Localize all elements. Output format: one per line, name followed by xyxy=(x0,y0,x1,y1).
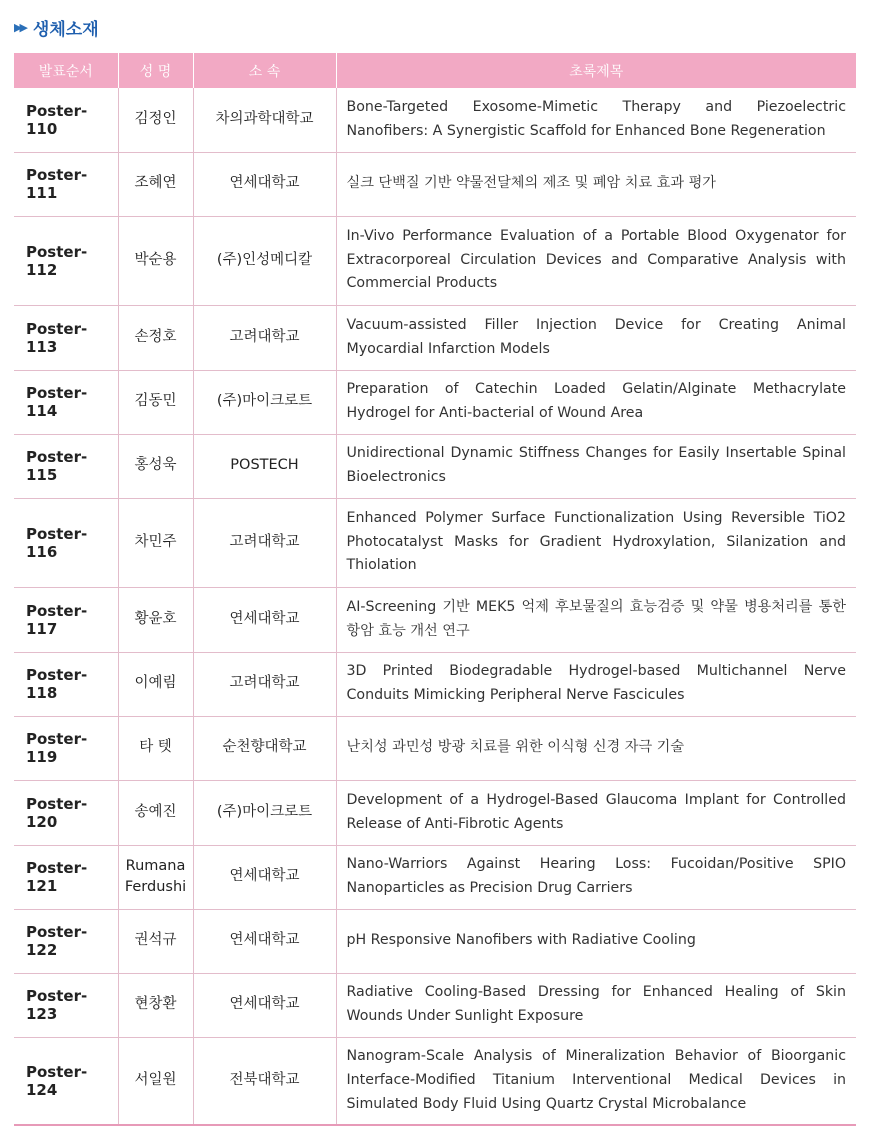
presenter-name: 현창환 xyxy=(118,973,193,1037)
table-row xyxy=(14,845,856,909)
abstract-title: Vacuum-assisted Filler Injection Device for Creating Animal Myocardial Infarction Models xyxy=(336,305,856,370)
abstract-title: Nano-Warriors Against Hearing Loss: Fucoidan/Positive SPIO Nanoparticles as Precision Drug Carriers xyxy=(336,845,856,909)
table-row xyxy=(14,780,856,845)
abstract-title: 실크 단백질 기반 약물전달체의 제조 및 폐암 치료 효과 평가 xyxy=(336,152,856,216)
abstract-title: Preparation of Catechin Loaded Gelatin/Alginate Methacrylate Hydrogel for Anti-bacterial of Wound Area xyxy=(336,370,856,434)
table-row xyxy=(14,434,856,498)
presenter-name: 이예림 xyxy=(118,652,193,716)
presenter-name: Rumana Ferdushi xyxy=(118,845,193,909)
affiliation: (주)마이크로트 xyxy=(193,780,336,845)
abstract-title: Nanogram-Scale Analysis of Mineralization Behavior of Bioorganic Interface-Modified Titanium Interventional Medical Devices in Simulated Body Fluid Using Quartz Crystal Microbalance xyxy=(336,1037,856,1125)
section-title: 생체소재 xyxy=(32,19,99,40)
affiliation: POSTECH xyxy=(193,434,336,498)
section-header xyxy=(14,14,99,40)
poster-number: Poster-117 xyxy=(14,587,118,652)
affiliation: 고려대학교 xyxy=(193,498,336,587)
poster-number: Poster-119 xyxy=(14,716,118,780)
presenter-name: 서일원 xyxy=(118,1037,193,1125)
poster-number: Poster-113 xyxy=(14,305,118,370)
abstract-title: 난치성 과민성 방광 치료를 위한 이식형 신경 자극 기술 xyxy=(336,716,856,780)
affiliation: 고려대학교 xyxy=(193,652,336,716)
affiliation: 연세대학교 xyxy=(193,152,336,216)
header-title: 초록제목 xyxy=(336,53,856,88)
affiliation: (주)인성메디칼 xyxy=(193,216,336,305)
affiliation: 고려대학교 xyxy=(193,305,336,370)
affiliation: 연세대학교 xyxy=(193,845,336,909)
poster-number: Poster-118 xyxy=(14,652,118,716)
abstract-title: AI-Screening 기반 MEK5 억제 후보물질의 효능검증 및 약물 병용처리를 통한 항암 효능 개선 연구 xyxy=(336,587,856,652)
presenter-name: 차민주 xyxy=(118,498,193,587)
poster-number: Poster-110 xyxy=(14,88,118,152)
presenter-name: 김동민 xyxy=(118,370,193,434)
table-row xyxy=(14,88,856,152)
abstract-title: pH Responsive Nanofibers with Radiative Cooling xyxy=(336,909,856,973)
poster-number: Poster-116 xyxy=(14,498,118,587)
table-row xyxy=(14,652,856,716)
poster-number: Poster-123 xyxy=(14,973,118,1037)
abstract-title: Unidirectional Dynamic Stiffness Changes for Easily Insertable Spinal Bioelectronics xyxy=(336,434,856,498)
presenter-name: 송예진 xyxy=(118,780,193,845)
abstract-title: Enhanced Polymer Surface Functionalization Using Reversible TiO2 Photocatalyst Masks for Gradient Hydroxylation, Silanization and Thiolation xyxy=(336,498,856,587)
poster-number: Poster-120 xyxy=(14,780,118,845)
presenter-name: 타 텟 xyxy=(118,716,193,780)
affiliation: 연세대학교 xyxy=(193,909,336,973)
presenter-name: 홍성욱 xyxy=(118,434,193,498)
table-row xyxy=(14,305,856,370)
table-row xyxy=(14,498,856,587)
poster-number: Poster-111 xyxy=(14,152,118,216)
header-number: 발표순서 xyxy=(14,53,118,88)
affiliation: (주)마이크로트 xyxy=(193,370,336,434)
header-name: 성 명 xyxy=(118,53,193,88)
table-row xyxy=(14,587,856,652)
presenter-name: 박순용 xyxy=(118,216,193,305)
abstract-title: Development of a Hydrogel-Based Glaucoma Implant for Controlled Release of Anti-Fibrotic Agents xyxy=(336,780,856,845)
affiliation: 전북대학교 xyxy=(193,1037,336,1125)
poster-schedule-table xyxy=(14,53,856,1126)
poster-number: Poster-112 xyxy=(14,216,118,305)
table-row xyxy=(14,716,856,780)
poster-number: Poster-115 xyxy=(14,434,118,498)
affiliation: 연세대학교 xyxy=(193,587,336,652)
table-row xyxy=(14,152,856,216)
header-affiliation: 소 속 xyxy=(193,53,336,88)
abstract-title: Bone-Targeted Exosome-Mimetic Therapy and Piezoelectric Nanofibers: A Synergistic Scaffold for Enhanced Bone Regeneration xyxy=(336,88,856,152)
poster-number: Poster-114 xyxy=(14,370,118,434)
double-arrow-icon: ▶▶ xyxy=(14,20,25,34)
presenter-name: 김정인 xyxy=(118,88,193,152)
affiliation: 차의과학대학교 xyxy=(193,88,336,152)
presenter-name: 권석규 xyxy=(118,909,193,973)
table-row xyxy=(14,216,856,305)
affiliation: 연세대학교 xyxy=(193,973,336,1037)
table-header-row xyxy=(14,53,856,88)
abstract-title: In-Vivo Performance Evaluation of a Portable Blood Oxygenator for Extracorporeal Circulation Devices and Comparative Analysis with Commercial Products xyxy=(336,216,856,305)
poster-number: Poster-124 xyxy=(14,1037,118,1125)
affiliation: 순천향대학교 xyxy=(193,716,336,780)
table-row xyxy=(14,1037,856,1125)
table-row xyxy=(14,909,856,973)
abstract-title: Radiative Cooling-Based Dressing for Enhanced Healing of Skin Wounds Under Sunlight Exposure xyxy=(336,973,856,1037)
table-row xyxy=(14,370,856,434)
presenter-name: 황윤호 xyxy=(118,587,193,652)
poster-number: Poster-122 xyxy=(14,909,118,973)
table-row xyxy=(14,973,856,1037)
presenter-name: 조혜연 xyxy=(118,152,193,216)
poster-number: Poster-121 xyxy=(14,845,118,909)
abstract-title: 3D Printed Biodegradable Hydrogel-based Multichannel Nerve Conduits Mimicking Peripheral Nerve Fascicules xyxy=(336,652,856,716)
presenter-name: 손정호 xyxy=(118,305,193,370)
